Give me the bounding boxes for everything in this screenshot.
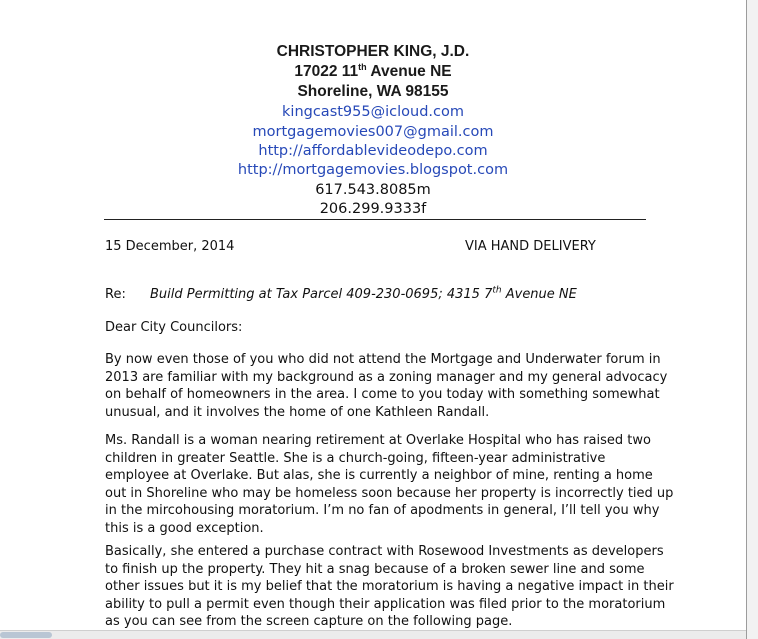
email-link-icloud[interactable]: kingcast955@icloud.com (282, 104, 464, 120)
letterhead-city: Shoreline, WA 98155 (297, 83, 449, 100)
re-subject-sup: th (492, 285, 502, 296)
paragraph-line: this is a good exception. (105, 520, 264, 536)
paragraph-line: By now even those of you who did not attend the Mortgage and Underwater forum in (105, 352, 661, 367)
letterhead-divider (104, 219, 646, 220)
paragraph-line: ability to pull a permit even though their application was filed prior to the moratorium (105, 596, 666, 612)
letterhead-street (0, 62, 746, 82)
re-subject (150, 286, 577, 303)
re-subject-part-b: Avenue NE (501, 287, 577, 302)
phone-mobile: 617.543.8085m (315, 182, 431, 198)
paragraph-line: as you can see from the screen capture on the following page. (105, 614, 513, 629)
delivery-method: VIA HAND DELIVERY (465, 239, 596, 254)
paragraph-line: 2013 are familiar with my background as a zoning manager and my general advocacy (105, 369, 668, 385)
email-link-gmail[interactable]: mortgagemovies007@gmail.com (252, 124, 494, 140)
letter-date: 15 December, 2014 (105, 239, 235, 254)
website-link-affordablevideodepo[interactable]: http://affordablevideodepo.com (258, 143, 488, 159)
re-label: Re: (105, 287, 126, 302)
paragraph-line: on behalf of homeowners in the area. I come to you today with something somewhat (105, 387, 660, 402)
paragraph-line: out in Shoreline who may be homeless soon because her property is incorrectly tied up (105, 485, 674, 501)
paragraph-line: Basically, she entered a purchase contract with Rosewood Investments as developers (105, 544, 664, 559)
phone-fax: 206.299.9333f (319, 201, 427, 217)
paragraph-line: to finish up the property. They hit a snag because of a broken sewer line and some (105, 561, 645, 577)
letterhead-name: CHRISTOPHER KING, J.D. (276, 43, 470, 60)
viewer-gutter (747, 0, 758, 639)
street-name: Avenue NE (366, 63, 452, 80)
horizontal-scrollbar[interactable] (0, 631, 746, 639)
paragraph-line: children in greater Seattle. She is a church-going, fifteen-year administrative (105, 450, 606, 466)
paragraph-line: other issues but it is my belief that the moratorium is having a negative impact in their (105, 579, 674, 594)
body-paragraph-2 (105, 432, 674, 537)
horizontal-scrollbar-thumb[interactable] (0, 632, 52, 638)
street-number: 17022 11 (294, 63, 359, 80)
re-subject-part-a: Build Permitting at Tax Parcel 409-230-0695; 4315 7 (150, 287, 493, 302)
paragraph-line: employee at Overlake. But alas, she is currently a neighbor of mine, renting a home (105, 468, 653, 483)
website-link-mortgagemovies-blog[interactable]: http://mortgagemovies.blogspot.com (237, 162, 509, 178)
body-paragraph-1 (105, 351, 668, 421)
salutation: Dear City Councilors: (105, 320, 243, 335)
paragraph-line: Ms. Randall is a woman nearing retirement at Overlake Hospital who has raised two (105, 433, 651, 448)
body-paragraph-3 (105, 543, 674, 631)
paragraph-line: unusual, and it involves the home of one Kathleen Randall. (105, 404, 490, 420)
street-suffix: th (358, 61, 367, 72)
paragraph-line: in the mircohousing moratorium. I’m no fan of apodments in general, I’ll tell you why (105, 503, 660, 518)
